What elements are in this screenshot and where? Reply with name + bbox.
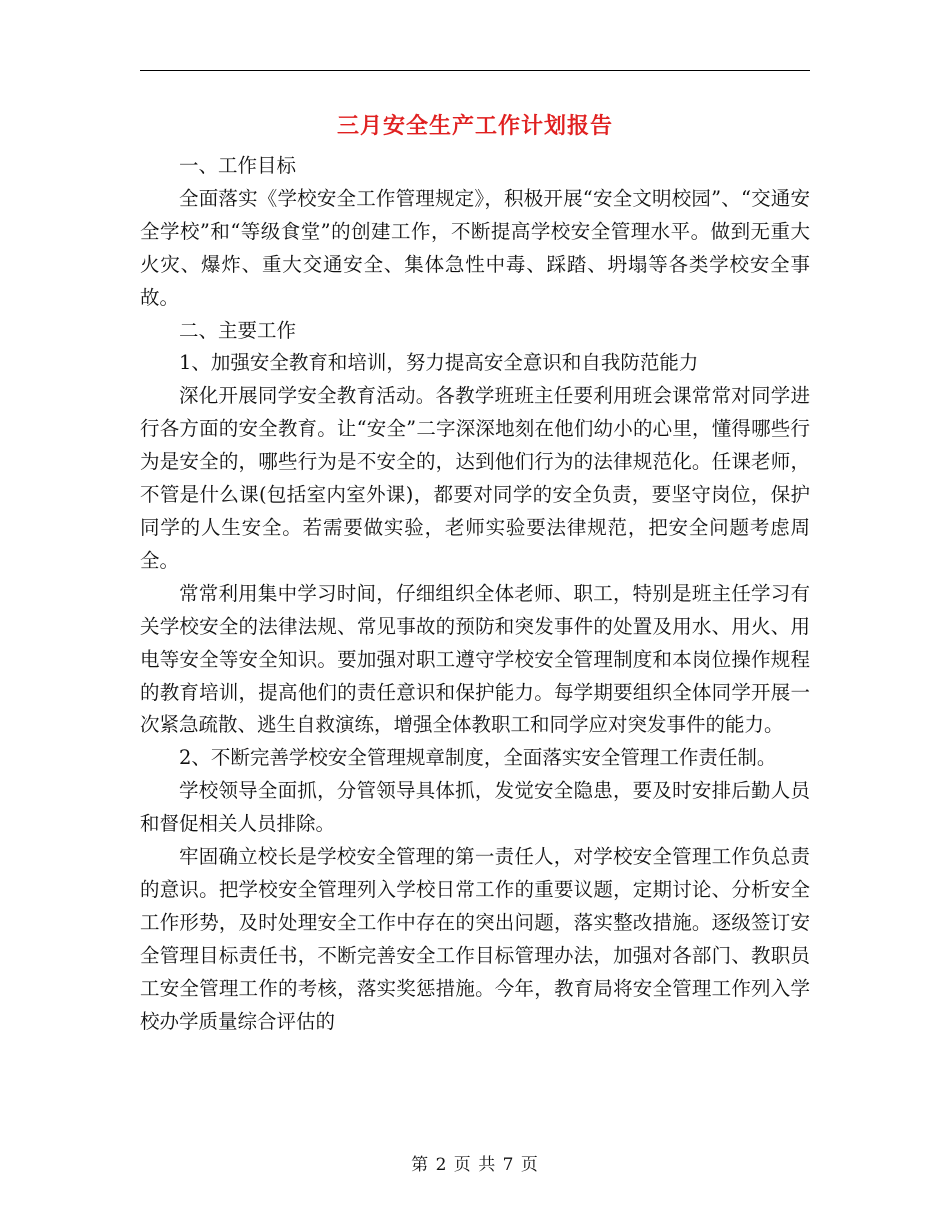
section-heading-goals: 一、工作目标	[179, 154, 297, 177]
paragraph-staff-training: 常常利用集中学习时间，仔细组织全体老师、职工，特别是班主任学习有关学校安全的法律法规、常见事故的预防和突发事件的处置及用水、用火、用电等安全等安全知识。要加强对职工遵守学校安全管理制度和本岗位操作规程的教育培训，提高他们的责任意识和保护能力。每学期要组织全体同学开展一次紧急疏散、逃生自救演练，增强全体教职工和同学应对突发事件的能力。	[140, 581, 810, 737]
paragraph-leadership: 学校领导全面抓，分管领导具体抓，发觉安全隐患，要及时安排后勤人员和督促相关人员排除。	[140, 779, 810, 836]
subheading-education-training: 1、加强安全教育和培训，努力提高安全意识和自我防范能力	[179, 351, 699, 375]
paragraph-student-education: 深化开展同学安全教育活动。各教学班班主任要利用班会课常常对同学进行各方面的安全教育。让“安全”二字深深地刻在他们幼小的心里，懂得哪些行为是安全的，哪些行为是不安全的，达到他们行为的法律规范化。任课老师，不管是什么课(包括室内室外课)，都要对同学的安全负责，要坚守岗位，保护同学的人生安全。若需要做实验，老师实验要法律规范，把安全问题考虑周全。	[140, 384, 810, 572]
page-number-footer: 第 2 页 共 7 页	[411, 1155, 539, 1175]
document-title: 三月安全生产工作计划报告	[336, 113, 613, 139]
subheading-rules-responsibility: 2、不断完善学校安全管理规章制度，全面落实安全管理工作责任制。	[179, 746, 777, 770]
section-heading-main-work: 二、主要工作	[179, 318, 297, 342]
paragraph-principal-responsibility: 牢固确立校长是学校安全管理的第一责任人，对学校安全管理工作负总责的意识。把学校安全管理列入学校日常工作的重要议题，定期讨论、分析安全工作形势，及时处理安全工作中存在的突出问题，落实整改措施。逐级签订安全管理目标责任书，不断完善安全工作目标管理办法，加强对各部门、教职员工安全管理工作的考核，落实奖惩措施。今年，教育局将安全管理工作列入学校办学质量综合评估的	[140, 845, 810, 1033]
paragraph-goals: 全面落实《学校安全工作管理规定》，积极开展“安全文明校园”、“交通安全学校”和“等级食堂”的创建工作，不断提高学校安全管理水平。做到无重大火灾、爆炸、重大交通安全、集体急性中毒、踩踏、坍塌等各类学校安全事故。	[140, 186, 810, 309]
header-rule	[140, 70, 810, 71]
document-body	[140, 150, 810, 1038]
